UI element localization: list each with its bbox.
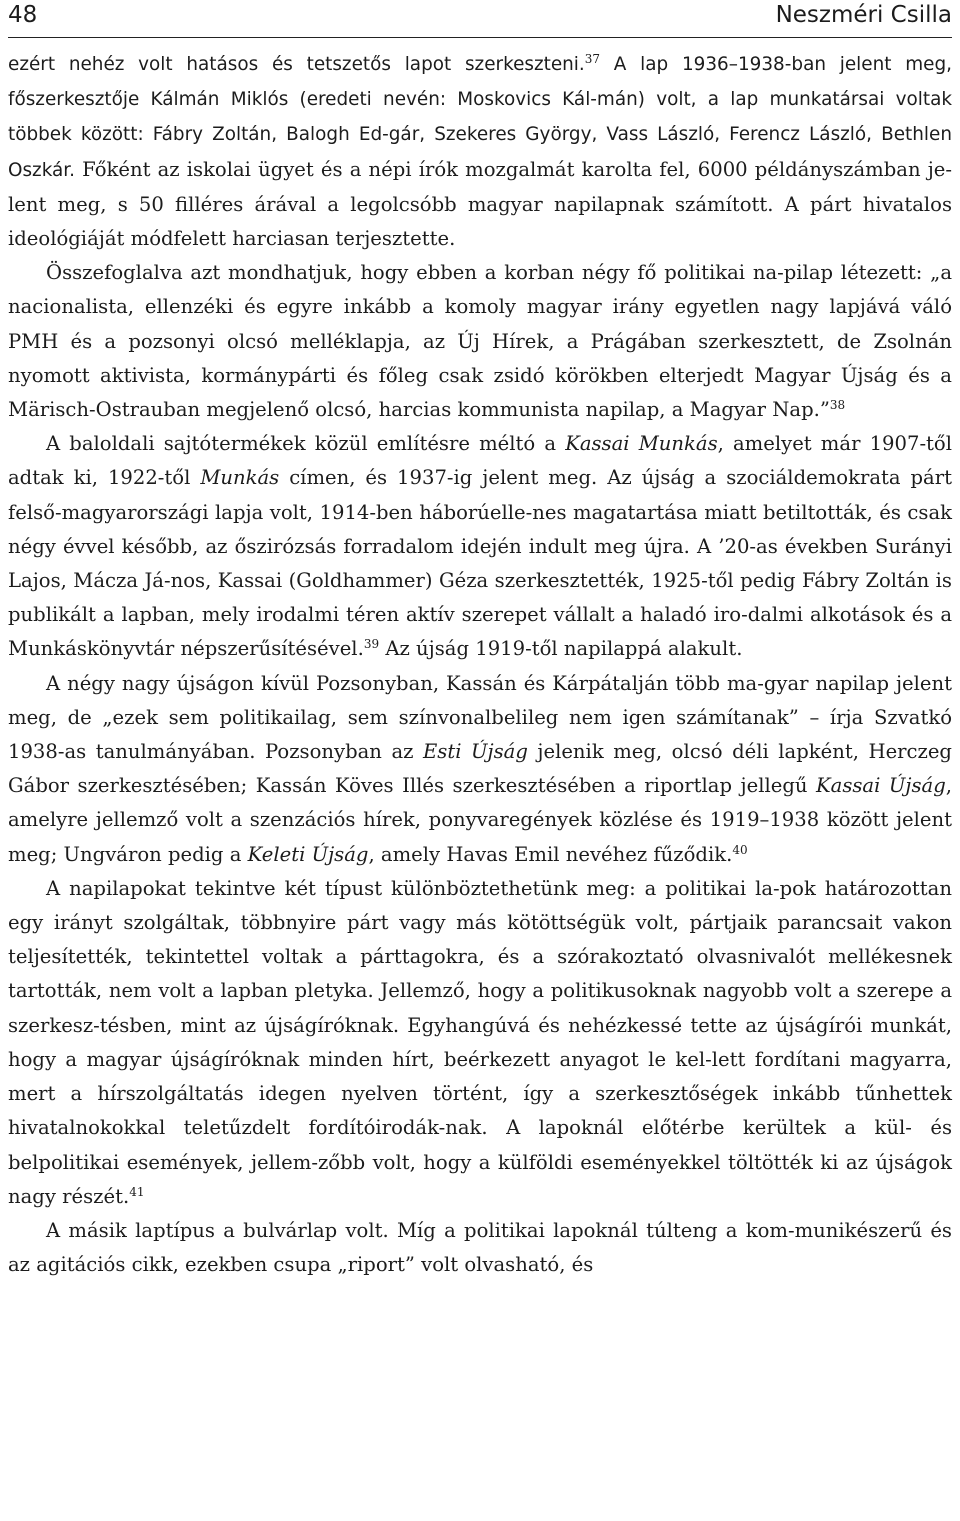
text-segment: A napilapokat tekintve két típust különböztethetünk meg: a politikai la-pok határozottan egy irányt szolgáltak, többnyire párt vagy más kötöttségük volt, pártjaik parancsait vakon teljesítették, tekintettel voltak a párttagokra, és a szórakoztató olvasnivalót mellékesnek tartották, nem volt a lapban pletyka. Jellemző, hogy a politikusoknak nagyobb volt a szerepe a szerkesz-tésben, mint az újságíróknak. Egyhangúvá és nehézkessé tette az újságírói munkát, hogy a magyar újságíróknak minden hírt, beérkezett anyagot le kel-lett fordítani magyarra, mert a hírszolgáltatás idegen nyelven történt, így a szerkesztőségek inkább tűnhettek hivatalnokokkal teletűzdelt fordítóirodák-nak. A lapoknál előtérbe kerültek a kül- és belpolitikai események, jellem-zőbb volt, hogy a külföldi eseményekkel töltötték ki az újságok nagy részét. bbox=[8, 876, 952, 1208]
text-segment: A baloldali sajtótermékek közül említésre méltó a bbox=[46, 432, 566, 456]
footnote-reference: 39 bbox=[363, 637, 380, 652]
text-segment: , amelyre jellemző volt a szenzációs hírek, ponyvaregények közlése és 1919–1938 között jelent meg; Ungváron pedig a bbox=[8, 774, 952, 866]
text-segment: , amelyet már 1907-től adtak ki, 1922-től bbox=[8, 432, 952, 490]
footnote-reference: 40 bbox=[732, 842, 748, 857]
running-head-author: Neszméri Csilla bbox=[775, 2, 952, 28]
text-segment: Az újság 1919-től napilappá alakult. bbox=[379, 637, 743, 661]
text-segment: A lap 1936–1938-ban jelent meg, főszerkesztője Kálmán Miklós (eredeti nevén: Moskovics Kál-mán) volt, a lap munkatársai voltak többek között: Fábry Zoltán, Balogh Ed-gár, Szekeres György, Vass László, Ferencz László, Bethlen Oszkár. bbox=[8, 54, 952, 181]
body-text bbox=[8, 47, 952, 1282]
text-segment: Kassai Újság bbox=[816, 774, 946, 798]
text-segment: Munkás bbox=[200, 466, 280, 490]
text-segment: ezért nehéz volt hatásos és tetszetős lapot szerkeszteni. bbox=[8, 54, 585, 75]
text-segment: Összefoglalva azt mondhatjuk, hogy ebben a korban négy fő politikai na-pilap létezett: „a nacionalista, ellenzéki és egyre inkább a komoly magyar irány egyetlen nagy lapjává váló PMH és a pozsonyi olcsó melléklapja, az Új Hírek, a Prágában szerkesztett, de Zsolnán nyomott aktivista, kormánypárti és főleg csak zsidó körökben elterjedt Magyar Újság és a Märisch-Ostrauban megjelenő olcsó, harcias kommunista napilap, a Magyar Nap.” bbox=[8, 261, 952, 422]
text-segment: Főként az iskolai ügyet és a népi írók mozgalmát karolta fel, 6000 példányszámban je-lent meg, s 50 filléres árával a legolcsóbb magyar napilapnak számított. A párt hivatalos ideológiáját módfelett harciasan terjesztette. bbox=[8, 157, 952, 251]
text-segment: Keleti Újság bbox=[247, 842, 369, 866]
paragraph bbox=[8, 872, 952, 1214]
text-segment: A négy nagy újságon kívül Pozsonyban, Kassán és Kárpátalján több ma-gyar napilap jelent meg, de „ezek sem politikailag, sem színvonalbelileg nem igen számítanak” – írja Szvatkó 1938-as tanulmányában. Pozsonyban az bbox=[8, 671, 952, 764]
text-segment: , amely Havas Emil nevéhez fűződik. bbox=[368, 842, 733, 866]
footnote-reference: 41 bbox=[129, 1184, 145, 1199]
paragraph bbox=[8, 47, 952, 256]
paragraph bbox=[8, 667, 952, 872]
text-segment: A másik laptípus a bulvárlap volt. Míg a politikai lapoknál túlteng a kom-munikészerű és az agitációs cikk, ezekben csupa „riport” volt olvasható, és bbox=[8, 1218, 952, 1277]
text-segment: címen, és 1937-ig jelent meg. Az újság a szociáldemokrata párt felső-magyarországi lapja volt, 1914-ben háborúelle-nes magatartása miatt betiltották, és csak négy évvel később, az őszirózsás forradalom idején indult meg újra. A ’20-as években Surányi Lajos, Mácza Já-nos, Kassai (Goldhammer) Géza szerkesztették, 1925-től pedig Fábry Zoltán is publikált a lapban, mely irodalmi téren aktív szerepet vállalt a haladó iro-dalmi alkotások és a Munkáskönyvtár népszerűsítésével. bbox=[8, 466, 952, 661]
footnote-reference: 37 bbox=[584, 51, 601, 66]
page-number: 48 bbox=[8, 2, 38, 28]
paragraph bbox=[8, 427, 952, 666]
text-segment: jelenik meg, olcsó déli lapként, Herczeg Gábor szerkesztésében; Kassán Köves Illés szerkesztésében a riportlap jellegű bbox=[8, 740, 952, 798]
text-segment: Kassai Munkás bbox=[565, 432, 718, 456]
paragraph bbox=[8, 256, 952, 427]
footnote-reference: 38 bbox=[829, 397, 846, 412]
text-segment: Esti Újság bbox=[422, 740, 528, 764]
paragraph bbox=[8, 1214, 952, 1282]
running-header bbox=[8, 0, 952, 38]
